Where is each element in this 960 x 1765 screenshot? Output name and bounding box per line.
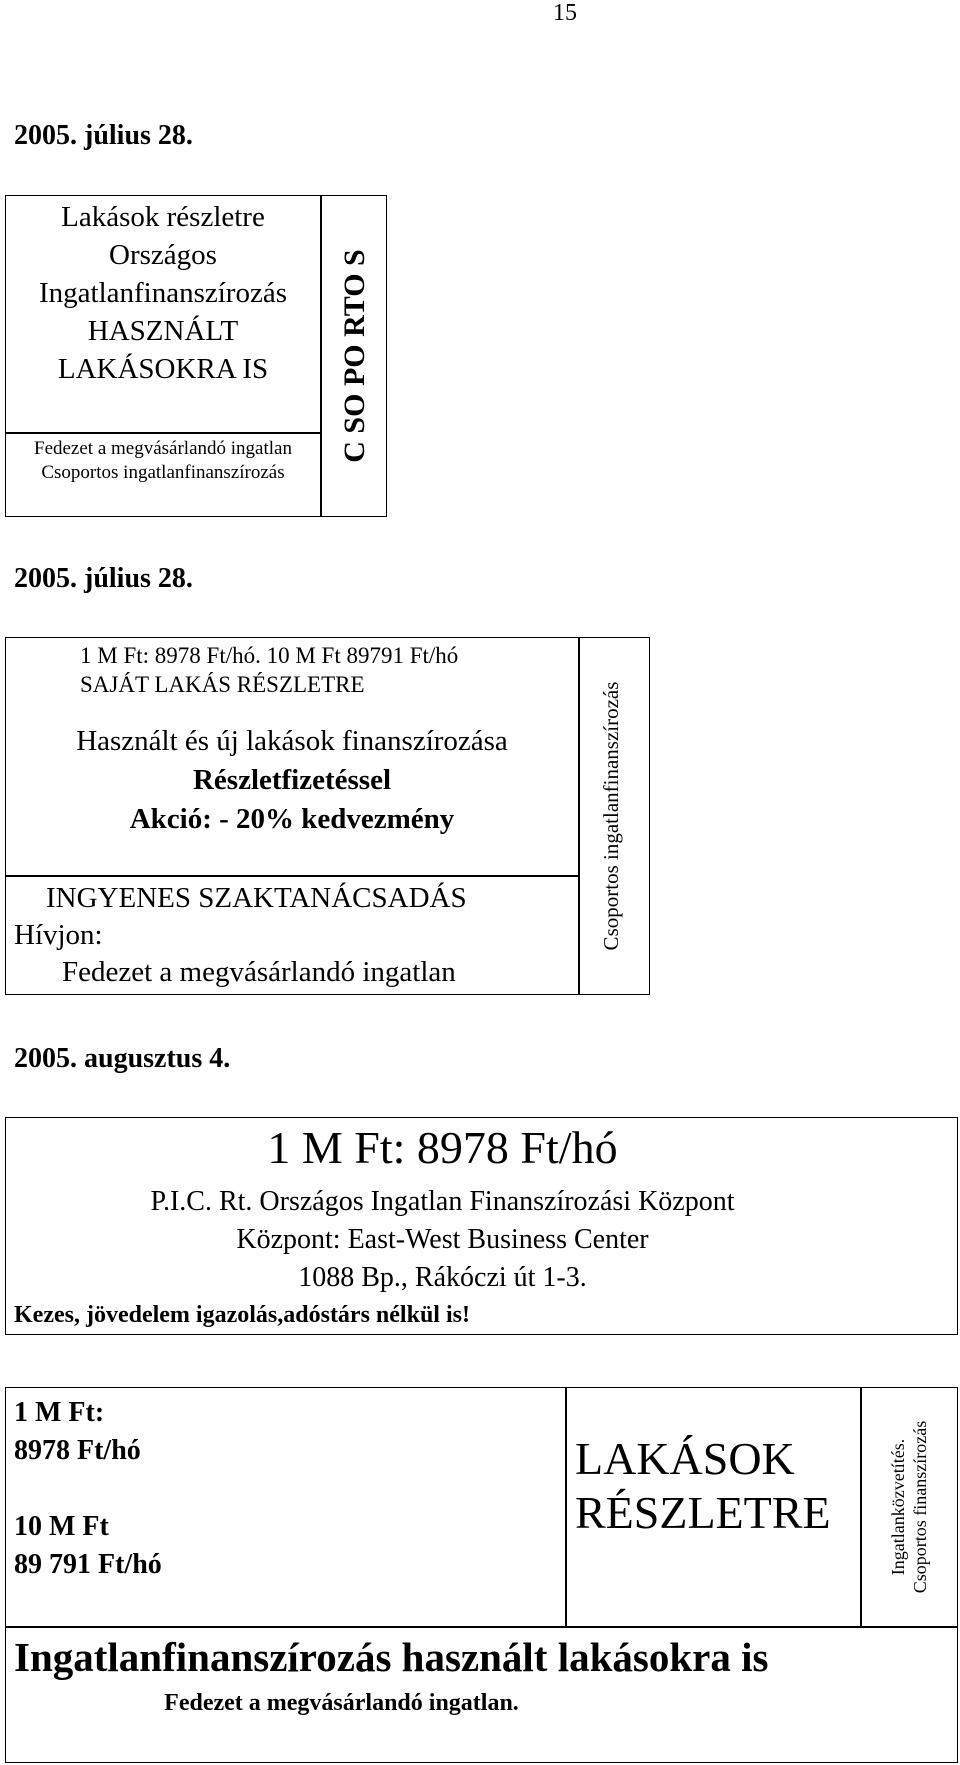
ad2-line-3: Akció: - 20% kedvezmény <box>129 803 455 835</box>
ad2-divider-horizontal <box>5 875 579 877</box>
ad3-body <box>5 1183 880 1297</box>
ad2-date: 2005. július 28. <box>14 563 193 594</box>
ad4-left-line-4: 89 791 Ft/hó <box>14 1549 162 1580</box>
ad4-subline: Fedezet a megvásárlandó ingatlan. <box>164 1690 519 1716</box>
ad1-side-text: C SO PO RTO S <box>338 249 371 463</box>
ad3-line-2: Központ: East-West Business Center <box>236 1224 649 1255</box>
ad4-mid-text <box>575 1432 831 1540</box>
ad2-line-1: Használt és új lakások finanszírozása <box>76 725 508 757</box>
ad2-bottom-line-1: INGYENES SZAKTANÁCSADÁS <box>46 882 467 914</box>
ad2-top-line-1: 1 M Ft: 8978 Ft/hó. 10 M Ft 89791 Ft/hó <box>80 643 459 668</box>
ad2-line-2: Részletfizetéssel <box>192 764 392 796</box>
ad1-line: Ingatlanfinanszírozás <box>38 277 287 309</box>
ad1-small-text <box>6 437 320 485</box>
ad4-left-text <box>14 1394 162 1584</box>
ad2-divider-vertical <box>578 637 580 995</box>
ad4-left-line-3: 10 M Ft <box>14 1511 109 1542</box>
ad3-line-4: Kezes, jövedelem igazolás,adóstárs nélkül is! <box>14 1302 470 1328</box>
ad4-divider-vertical-2 <box>860 1387 862 1627</box>
ad1-small-line: Fedezet a megvásárlandó ingatlan <box>34 438 292 459</box>
ad4-mid-line-2: RÉSZLETRE <box>575 1487 831 1538</box>
ad1-divider-vertical <box>320 195 322 517</box>
ad2-top-line-2: SAJÁT LAKÁS RÉSZLETRE <box>80 672 365 697</box>
ad3-line-1: P.I.C. Rt. Országos Ingatlan Finanszírozási Központ <box>150 1186 735 1217</box>
ad4-side-text-1: Ingatlanközvetítés. <box>888 1438 908 1576</box>
ad4-divider-horizontal <box>5 1626 958 1628</box>
ad1-date: 2005. július 28. <box>14 120 193 151</box>
ad4-side-text-2: Csoportos finanszírozás <box>910 1420 930 1594</box>
page-number: 15 <box>553 0 577 26</box>
ad2-bottom-line-2: Hívjon: <box>14 919 103 951</box>
ad4-divider-vertical-1 <box>565 1387 567 1627</box>
ad4-mid-line-1: LAKÁSOK <box>575 1433 795 1484</box>
ad3-date: 2005. augusztus 4. <box>14 1043 231 1074</box>
ad2-side-text: Csoportos ingatlanfinanszírozás <box>599 681 623 951</box>
ad1-line: Országos <box>109 239 217 271</box>
ad3-title: 1 M Ft: 8978 Ft/hó <box>267 1122 618 1173</box>
ad4-left-line-2: 8978 Ft/hó <box>14 1435 141 1466</box>
ad2-main-text <box>6 722 578 839</box>
ad1-divider-horizontal <box>5 432 321 434</box>
ad4-headline: Ingatlanfinanszírozás használt lakásokra is <box>14 1634 769 1680</box>
ad4-left-line-1: 1 M Ft: <box>14 1397 105 1428</box>
ad1-line: Lakások részletre <box>61 201 265 233</box>
ad1-small-line: Csoportos ingatlanfinanszírozás <box>41 462 285 483</box>
ad1-text <box>6 198 320 388</box>
ad1-line: HASZNÁLT <box>87 315 239 347</box>
ad3-line-3: 1088 Bp., Rákóczi út 1-3. <box>298 1262 587 1293</box>
ad2-bottom-line-3: Fedezet a megvásárlandó ingatlan <box>62 956 456 988</box>
ad1-line: LAKÁSOKRA IS <box>57 353 269 385</box>
